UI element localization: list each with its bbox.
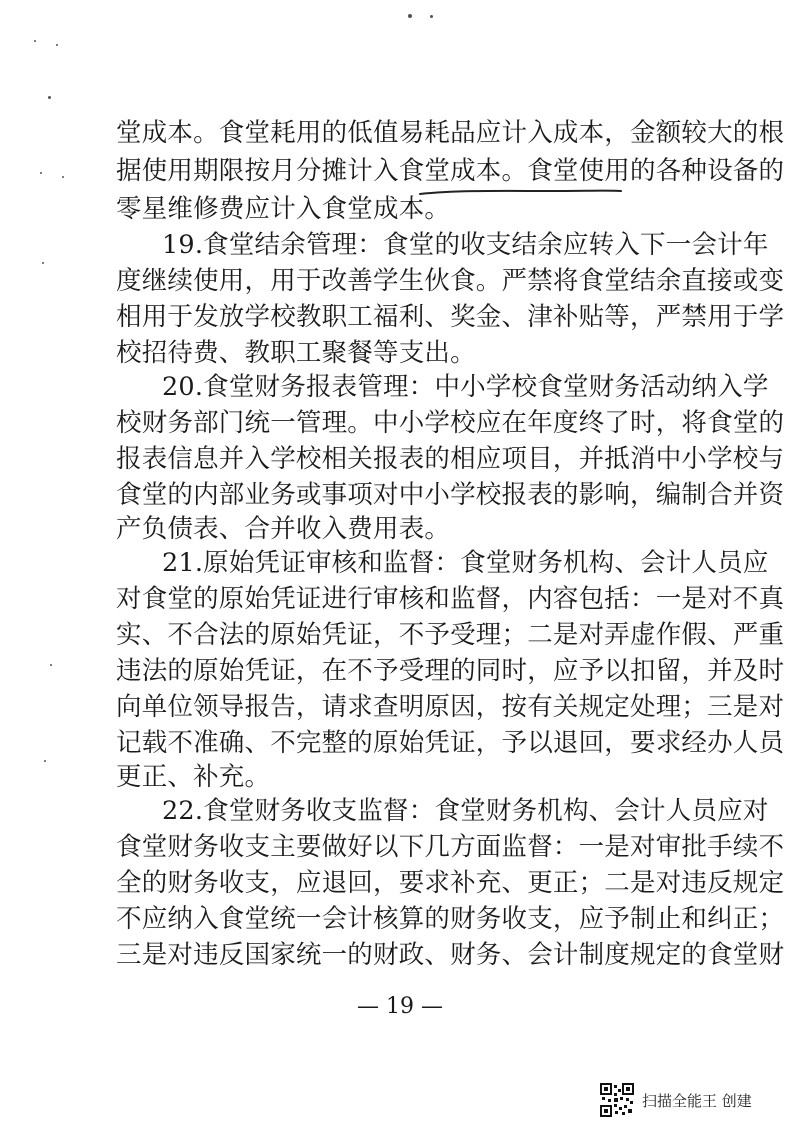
scanner-watermark [600, 1082, 752, 1118]
body-line: 更正、补充。 [116, 762, 271, 792]
scan-speck [408, 14, 412, 18]
body-line: 报表信息并入学校相关报表的相应项目，并抵消中小学校与 [116, 444, 785, 474]
page-number: — 19 — [357, 994, 443, 1019]
handwritten-underline [418, 188, 623, 196]
scan-speck [40, 172, 42, 174]
body-line: 堂成本。食堂耗用的低值易耗品应计入成本，金额较大的根 [116, 118, 785, 148]
scan-speck [44, 760, 46, 762]
body-line: 据使用期限按月分摊计入食堂成本。食堂使用的各种设备的 [116, 156, 785, 186]
section-heading-22: 22.食堂财务收支监督：食堂财务机构、会计人员应对 [162, 796, 769, 826]
scan-speck [430, 15, 433, 18]
body-line: 对食堂的原始凭证进行审核和监督，内容包括：一是对不真 [116, 584, 785, 614]
body-line: 三是对违反国家统一的财政、财务、会计制度规定的食堂财 [116, 940, 785, 970]
scan-speck [56, 44, 58, 46]
body-line: 违法的原始凭证，在不予受理的同时，应予以扣留，并及时 [116, 656, 785, 686]
body-line: 食堂的内部业务或事项对中小学校报表的影响，编制合并资 [116, 480, 785, 510]
body-line: 产负债表、合并收入费用表。 [116, 514, 451, 544]
scanner-watermark-text: 扫描全能王 创建 [642, 1091, 752, 1110]
body-line: 记载不准确、不完整的原始凭证，予以退回，要求经办人员 [116, 728, 785, 758]
scan-speck [34, 40, 36, 42]
body-line: 度继续使用，用于改善学生伙食。严禁将食堂结余直接或变 [116, 266, 785, 296]
body-line: 校财务部门统一管理。中小学校应在年度终了时，将食堂的 [116, 408, 785, 438]
body-line: 零星维修费应计入食堂成本。 [116, 194, 451, 224]
body-line: 向单位领导报告，请求查明原因，按有关规定处理；三是对 [116, 692, 785, 722]
body-line: 校招待费、教职工聚餐等支出。 [116, 338, 476, 368]
qr-code-icon [600, 1083, 634, 1117]
scan-speck [42, 262, 44, 264]
section-heading-19: 19.食堂结余管理：食堂的收支结余应转入下一会计年 [162, 230, 769, 260]
body-line: 全的财务收支，应退回，要求补充、更正；二是对违反规定 [116, 868, 785, 898]
section-heading-20: 20.食堂财务报表管理：中小学校食堂财务活动纳入学 [162, 372, 769, 402]
body-line: 食堂财务收支主要做好以下几方面监督：一是对审批手续不 [116, 832, 785, 862]
scan-speck [62, 176, 64, 178]
body-line: 实、不合法的原始凭证，不予受理；二是对弄虚作假、严重 [116, 620, 785, 650]
body-line: 不应纳入食堂统一会计核算的财务收支，应予制止和纠正； [116, 904, 785, 934]
body-line: 相用于发放学校教职工福利、奖金、津补贴等，严禁用于学 [116, 302, 785, 332]
section-heading-21: 21.原始凭证审核和监督：食堂财务机构、会计人员应 [162, 548, 769, 578]
scan-speck [50, 664, 52, 666]
scan-speck [48, 96, 51, 99]
